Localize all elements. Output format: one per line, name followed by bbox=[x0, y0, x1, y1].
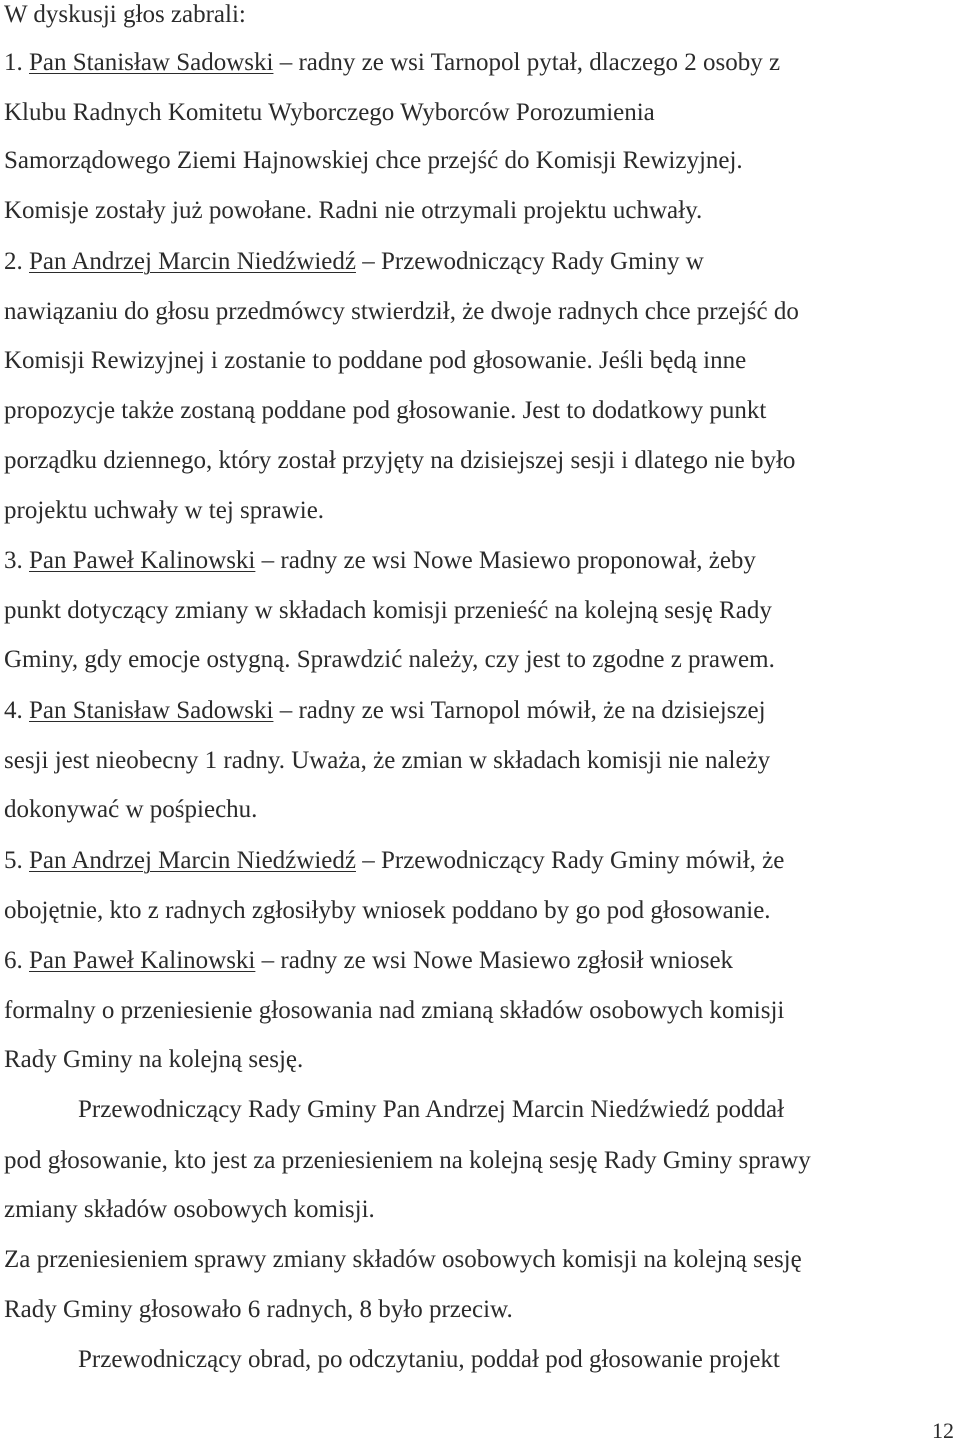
item-number: 5. bbox=[4, 847, 29, 874]
speaker-name: Pan Stanisław Sadowski bbox=[29, 697, 274, 724]
text: Gminy, gdy emocje ostygną. Sprawdzić należy, czy jest to zgodne z prawem. bbox=[4, 646, 775, 673]
text-line bbox=[4, 1195, 375, 1225]
text: W dyskusji głos zabrali: bbox=[4, 1, 246, 28]
text: sesji jest nieobecny 1 radny. Uważa, że zmian w składach komisji nie należy bbox=[4, 747, 771, 774]
text-line bbox=[4, 1146, 811, 1176]
text: Klubu Radnych Komitetu Wyborczego Wyborców Porozumienia bbox=[4, 99, 655, 126]
speaker-name: Pan Paweł Kalinowski bbox=[29, 547, 256, 574]
item-number: 4. bbox=[4, 697, 29, 724]
text-line bbox=[4, 346, 746, 376]
page-number: 12 bbox=[932, 1418, 954, 1443]
text-line bbox=[4, 496, 324, 526]
text: Za przeniesieniem sprawy zmiany składów osobowych komisji na kolejną sesję bbox=[4, 1246, 802, 1273]
text: zmiany składów osobowych komisji. bbox=[4, 1196, 375, 1223]
speaker-4-line bbox=[4, 696, 766, 726]
text-line bbox=[4, 1295, 513, 1325]
text: punkt dotyczący zmiany w składach komisji przenieść na kolejną sesję Rady bbox=[4, 597, 772, 624]
text: – radny ze wsi Nowe Masiewo zgłosił wniosek bbox=[255, 947, 734, 974]
text-line bbox=[4, 746, 770, 776]
text: Przewodniczący Rady Gminy Pan Andrzej Marcin Niedźwiedź poddał bbox=[78, 1096, 785, 1123]
speaker-2-line bbox=[4, 247, 704, 277]
text: nawiązaniu do głosu przedmówcy stwierdził, że dwoje radnych chce przejść do bbox=[4, 298, 799, 325]
text: – radny ze wsi Tarnopol mówił, że na dzisiejszej bbox=[273, 697, 766, 724]
text: – radny ze wsi Tarnopol pytał, dlaczego 2 osoby z bbox=[273, 49, 781, 76]
text: obojętnie, kto z radnych zgłosiłyby wniosek poddano by go pod głosowanie. bbox=[4, 897, 771, 924]
text: – radny ze wsi Nowe Masiewo proponował, żeby bbox=[255, 547, 756, 574]
text-line bbox=[4, 146, 743, 176]
text-line bbox=[4, 446, 795, 476]
text: – Przewodniczący Rady Gminy w bbox=[355, 248, 704, 275]
text-line bbox=[4, 297, 799, 327]
text-line bbox=[4, 396, 766, 426]
text: dokonywać w pośpiechu. bbox=[4, 796, 258, 823]
text: Rady Gminy głosowało 6 radnych, 8 było przeciw. bbox=[4, 1296, 513, 1323]
text: formalny o przeniesienie głosowania nad zmianą składów osobowych komisji bbox=[4, 997, 785, 1024]
text-line bbox=[4, 596, 772, 626]
text: Komisji Rewizyjnej i zostanie to poddane pod głosowanie. Jeśli będą inne bbox=[4, 347, 747, 374]
text-line bbox=[4, 645, 775, 675]
item-number: 2. bbox=[4, 248, 29, 275]
text-line bbox=[4, 896, 771, 926]
item-number: 3. bbox=[4, 547, 29, 574]
text: Rady Gminy na kolejną sesję. bbox=[4, 1046, 304, 1073]
text: Komisje zostały już powołane. Radni nie otrzymali projektu uchwały. bbox=[4, 197, 703, 224]
item-number: 6. bbox=[4, 947, 29, 974]
text: porządku dziennego, który został przyjęty na dzisiejszej sesji i dlatego nie było bbox=[4, 447, 796, 474]
item-number: 1. bbox=[4, 49, 29, 76]
text: – Przewodniczący Rady Gminy mówił, że bbox=[355, 847, 785, 874]
speaker-6-line bbox=[4, 946, 733, 976]
speaker-1-line bbox=[4, 48, 780, 78]
text: pod głosowanie, kto jest za przeniesieniem na kolejną sesję Rady Gminy sprawy bbox=[4, 1147, 811, 1174]
speaker-5-line bbox=[4, 846, 784, 876]
speaker-name: Pan Paweł Kalinowski bbox=[29, 947, 256, 974]
text: projektu uchwały w tej sprawie. bbox=[4, 497, 325, 524]
speaker-name: Pan Stanisław Sadowski bbox=[29, 49, 274, 76]
speaker-3-line bbox=[4, 546, 756, 576]
speaker-name: Pan Andrzej Marcin Niedźwiedź bbox=[29, 248, 356, 275]
text-line bbox=[4, 795, 257, 825]
paragraph-start-line bbox=[78, 1345, 780, 1375]
text-line bbox=[4, 1045, 303, 1075]
text-line bbox=[4, 196, 702, 226]
text-line bbox=[4, 1245, 802, 1275]
text-line bbox=[4, 996, 784, 1026]
text: Przewodniczący obrad, po odczytaniu, poddał pod głosowanie projekt bbox=[78, 1346, 780, 1373]
paragraph-start-line bbox=[78, 1095, 784, 1125]
speaker-name: Pan Andrzej Marcin Niedźwiedź bbox=[29, 847, 356, 874]
text-line bbox=[4, 98, 655, 128]
text: propozycje także zostaną poddane pod głosowanie. Jest to dodatkowy punkt bbox=[4, 397, 767, 424]
text: Samorządowego Ziemi Hajnowskiej chce przejść do Komisji Rewizyjnej. bbox=[4, 147, 743, 174]
intro-line bbox=[4, 0, 246, 30]
